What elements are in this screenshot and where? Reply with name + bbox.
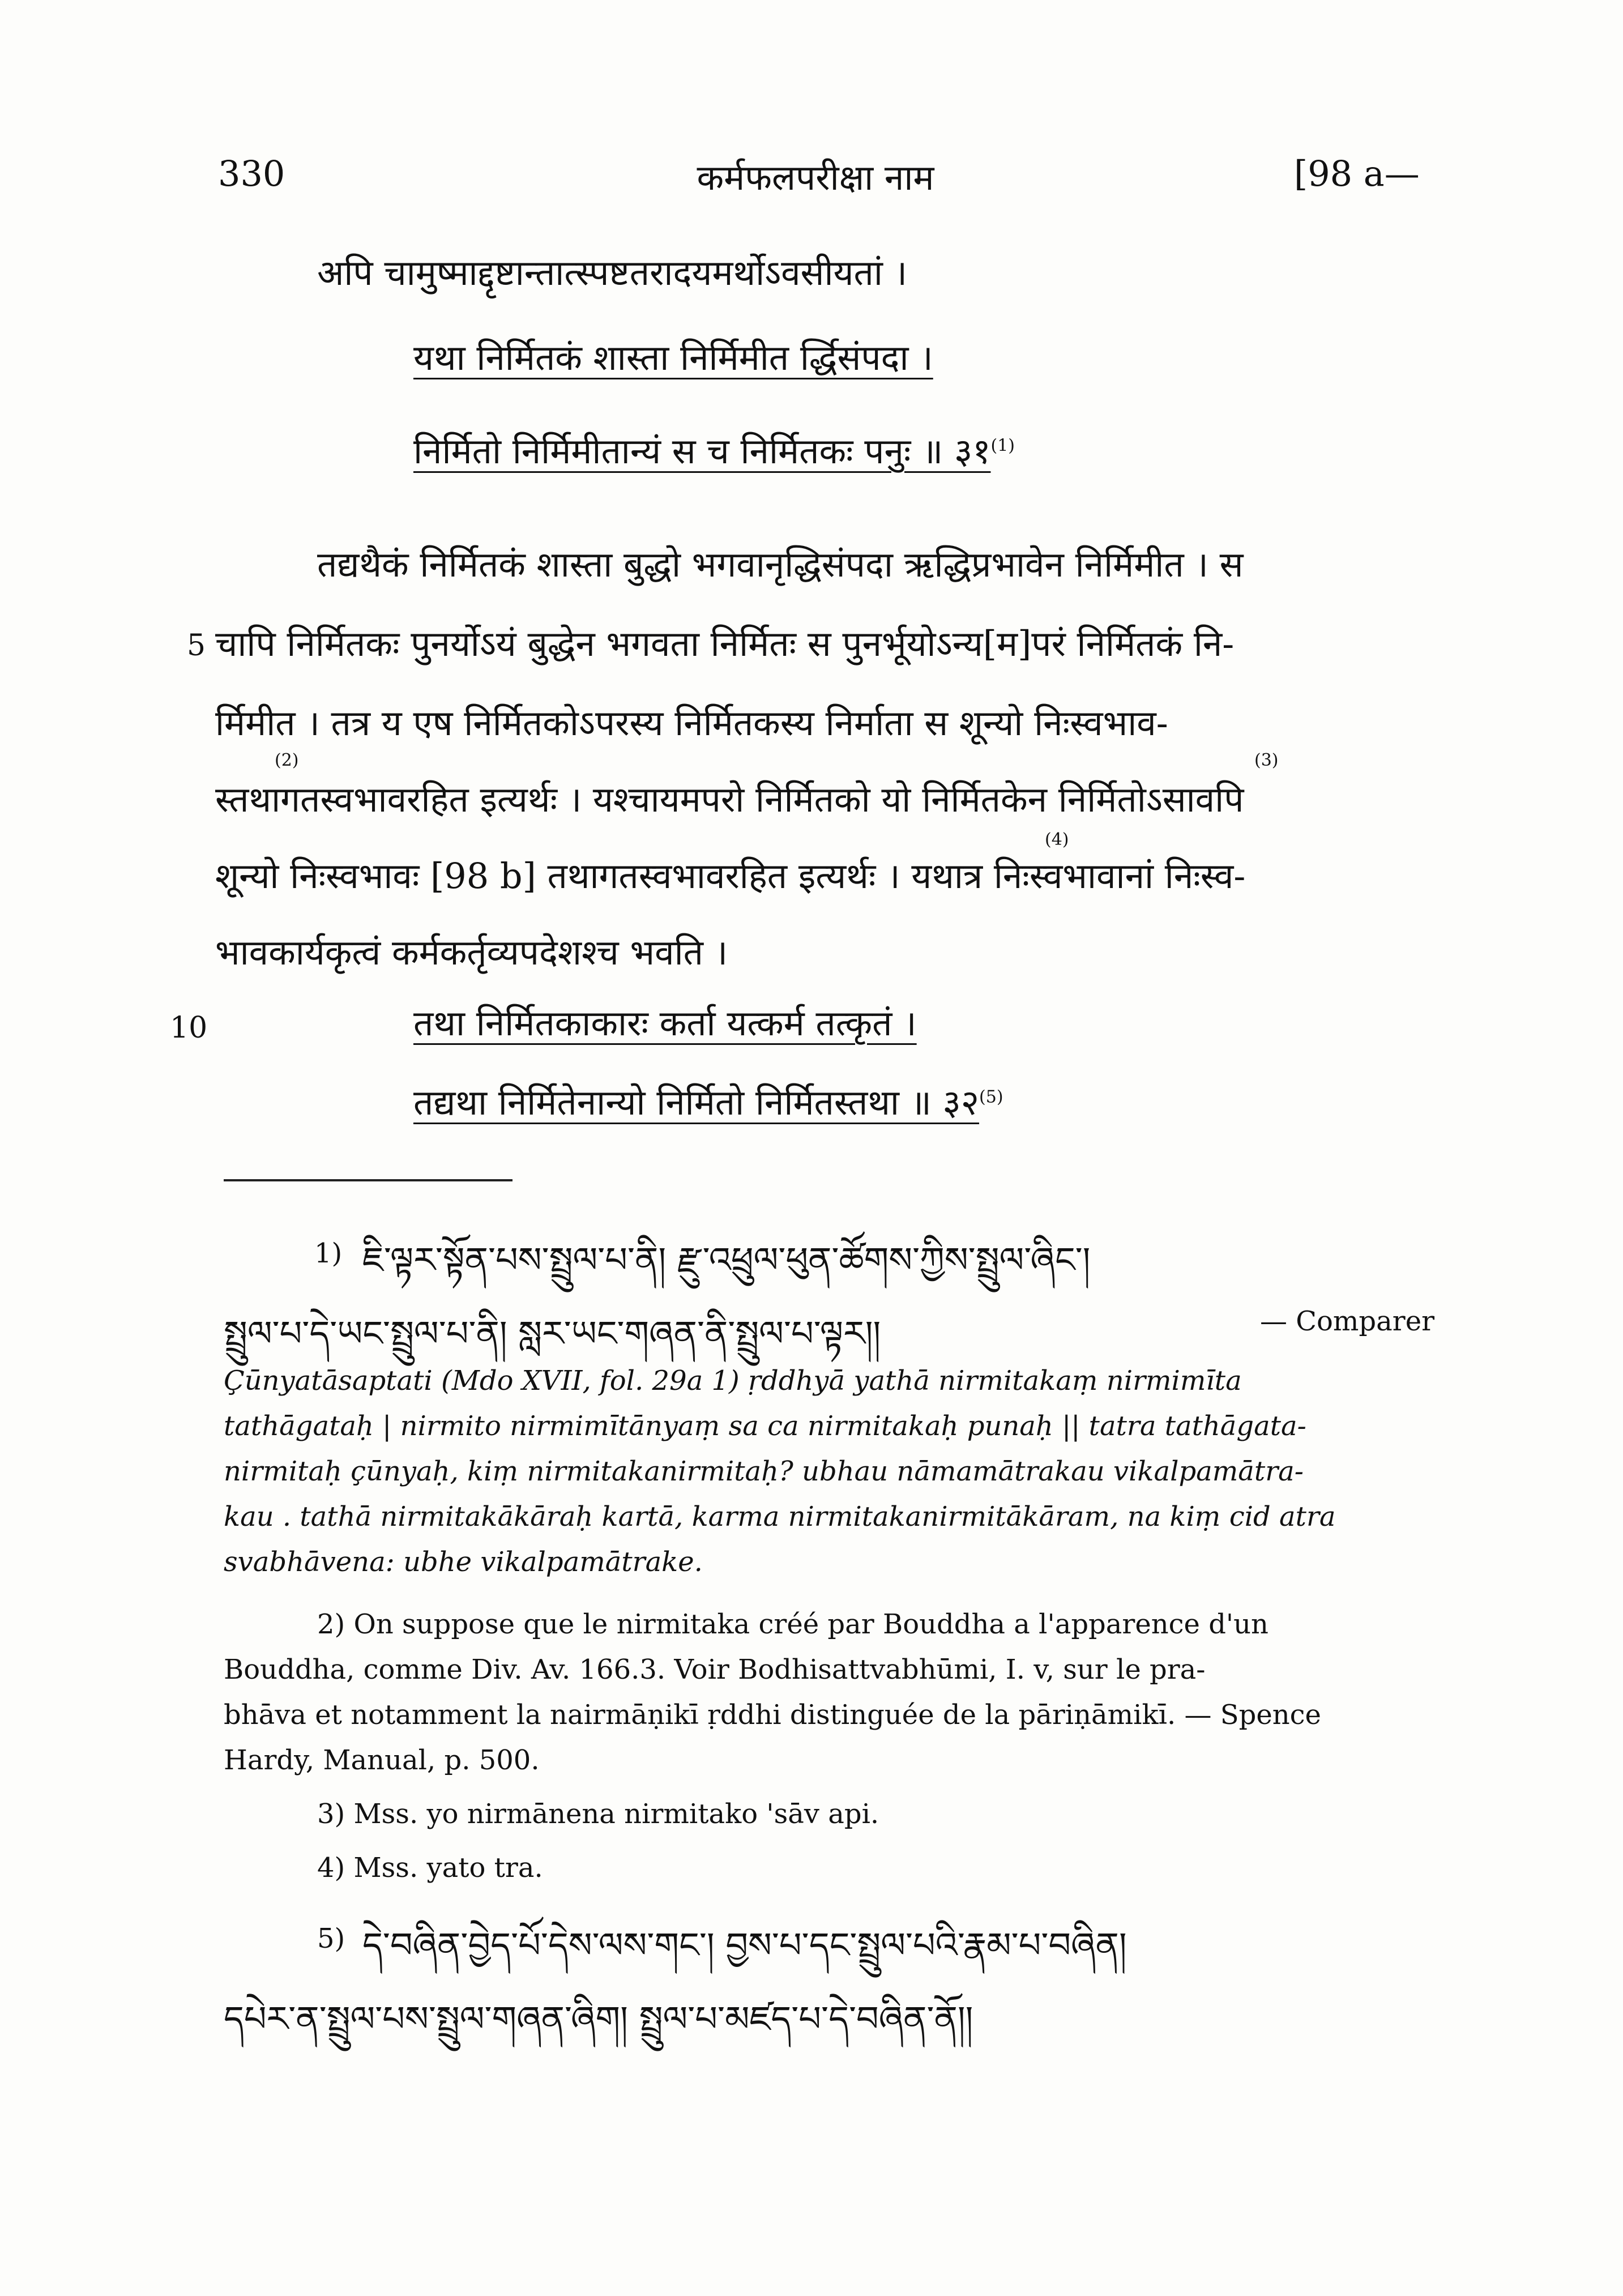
verse-31-line-1: यथा निर्मितकं शास्ता निर्मिमीत र्द्धिसंपदा ।: [413, 337, 933, 378]
footnote-3: 3) Mss. yo nirmānena nirmitako 'sāv api.: [317, 1798, 879, 1830]
footnote-1-line-1: Çūnyatāsaptati (Mdo XVII, fol. 29a 1) ṛddhyā yathā nirmitakaṃ nirmimīta: [224, 1365, 1242, 1397]
footnote-1-compare: — Comparer: [1260, 1305, 1435, 1337]
commentary-line-6: भावकार्यकृत्वं कर्मकर्तृव्यपदेशश्च भवति ।: [215, 932, 728, 973]
verse-31-line-2-wrap: [413, 430, 1015, 472]
footnote-2-line-2: Bouddha, comme Div. Av. 166.3. Voir Bodhisattvabhūmi, I. v, sur le pra-: [224, 1654, 1206, 1685]
footnote-1-tibetan-line-1: ཇི་ལྟར་སྟོན་པས་སྤྲུལ་པ་ནི། རྫུ་འཕྲུལ་ཕུན་ཚོགས་ཀྱིས་སྤྲུལ་ཞིང་།: [362, 1239, 1091, 1281]
commentary-line-3: र्मिमीत । तत्र य एष निर्मितकोऽपरस्य निर्मितकस्य निर्माता स शून्यो निःस्वभाव-: [215, 702, 1168, 744]
footnote-1-line-5: svabhāvena: ubhe vikalpamātrake.: [224, 1546, 703, 1578]
folio-reference: [98 a—: [1294, 153, 1420, 194]
note-marker-4: (4): [1045, 830, 1069, 850]
commentary-line-4: स्तथागतस्वभावरहित इत्यर्थः । यश्चायमपरो निर्मितको यो निर्मितकेन निर्मितोऽसावपि: [215, 779, 1244, 820]
verse-intro: अपि चामुष्माद्दृष्टान्तात्स्पष्टतरादयमर्थोऽवसीयतां ।: [317, 252, 908, 293]
note-marker-2: (2): [275, 750, 299, 770]
note-marker-3: (3): [1254, 750, 1279, 770]
footnote-1-tibetan-line-2: སྤྲུལ་པ་དེ་ཡང་སྤྲུལ་པ་ནི། སླར་ཡང་གཞན་ནི་སྤྲུལ་པ་ལྟར།།: [224, 1313, 881, 1354]
verse-32-line-2: तद्यथा निर्मितेनान्यो निर्मितो निर्मितस्तथा ॥ ३२: [413, 1082, 980, 1123]
footnote-1-line-4: kau . tathā nirmitakākāraḥ kartā, karma nirmitakanirmitākāram, na kiṃ cid atra: [224, 1501, 1336, 1533]
footnote-1-marker: 1): [314, 1237, 343, 1269]
footnote-5-tibetan-line-2: དཔེར་ན་སྤྲུལ་པས་སྤྲུལ་གཞན་ཞིག། སྤྲུལ་པ་མཛད་པ་དེ་བཞིན་ནོ།།: [224, 1998, 973, 2039]
note-marker-5: (5): [979, 1087, 1003, 1107]
commentary-line-2: चापि निर्मितकः पुनर्योऽयं बुद्धेन भगवता निर्मितः स पुनर्भूयोऽन्य[म]परं निर्मितकं नि-: [215, 623, 1235, 664]
commentary-line-1: तद्यथैकं निर्मितकं शास्ता बुद्धो भगवानृद्धिसंपदा ऋद्धिप्रभावेन निर्मिमीत । स: [317, 544, 1244, 585]
line-number-10: 10: [170, 1011, 208, 1045]
line-number-5: 5: [187, 629, 206, 663]
footnote-2-line-1: 2) On suppose que le nirmitaka créé par Bouddha a l'apparence d'un: [317, 1608, 1268, 1640]
footnote-5-marker: 5): [317, 1923, 345, 1954]
verse-32-line-1: तथा निर्मितकाकारः कर्ता यत्कर्म तत्कृतं ।: [413, 1002, 917, 1044]
running-title: कर्मफलपरीक्षा नाम: [697, 157, 934, 198]
footnote-separator: [224, 1179, 512, 1181]
footnote-1-line-3: nirmitaḥ çūnyaḥ, kiṃ nirmitakanirmitaḥ? ubhau nāmamātrakau vikalpamātra-: [224, 1456, 1304, 1487]
commentary-line-5: शून्यो निःस्वभावः [98 b] तथागतस्वभावरहित इत्यर्थः । यथात्र निःस्वभावानां निःस्व-: [215, 855, 1246, 897]
verse-32-line-2-wrap: [413, 1082, 1003, 1124]
footnote-5-tibetan-line-1: དེ་བཞིན་བྱེད་པོ་དེས་ལས་གང་། བྱས་པ་དང་སྤྲུལ་པའི་རྣམ་པ་བཞིན།: [362, 1924, 1127, 1966]
footnote-2-line-3: bhāva et notamment la nairmāṇikī ṛddhi distinguée de la pāriṇāmikī. — Spence: [224, 1699, 1321, 1731]
note-marker-1: (1): [990, 436, 1015, 456]
footnote-4: 4) Mss. yato tra.: [317, 1852, 543, 1884]
footnote-2-line-4: Hardy, Manual, p. 500.: [224, 1744, 540, 1776]
verse-31-line-2: निर्मितो निर्मिमीतान्यं स च निर्मितकः पनुः ॥ ३१: [413, 430, 991, 472]
footnote-1-line-2: tathāgataḥ | nirmito nirmimītānyaṃ sa ca nirmitakaḥ punaḥ || tatra tathāgata-: [224, 1410, 1306, 1442]
page-number: 330: [218, 153, 285, 194]
